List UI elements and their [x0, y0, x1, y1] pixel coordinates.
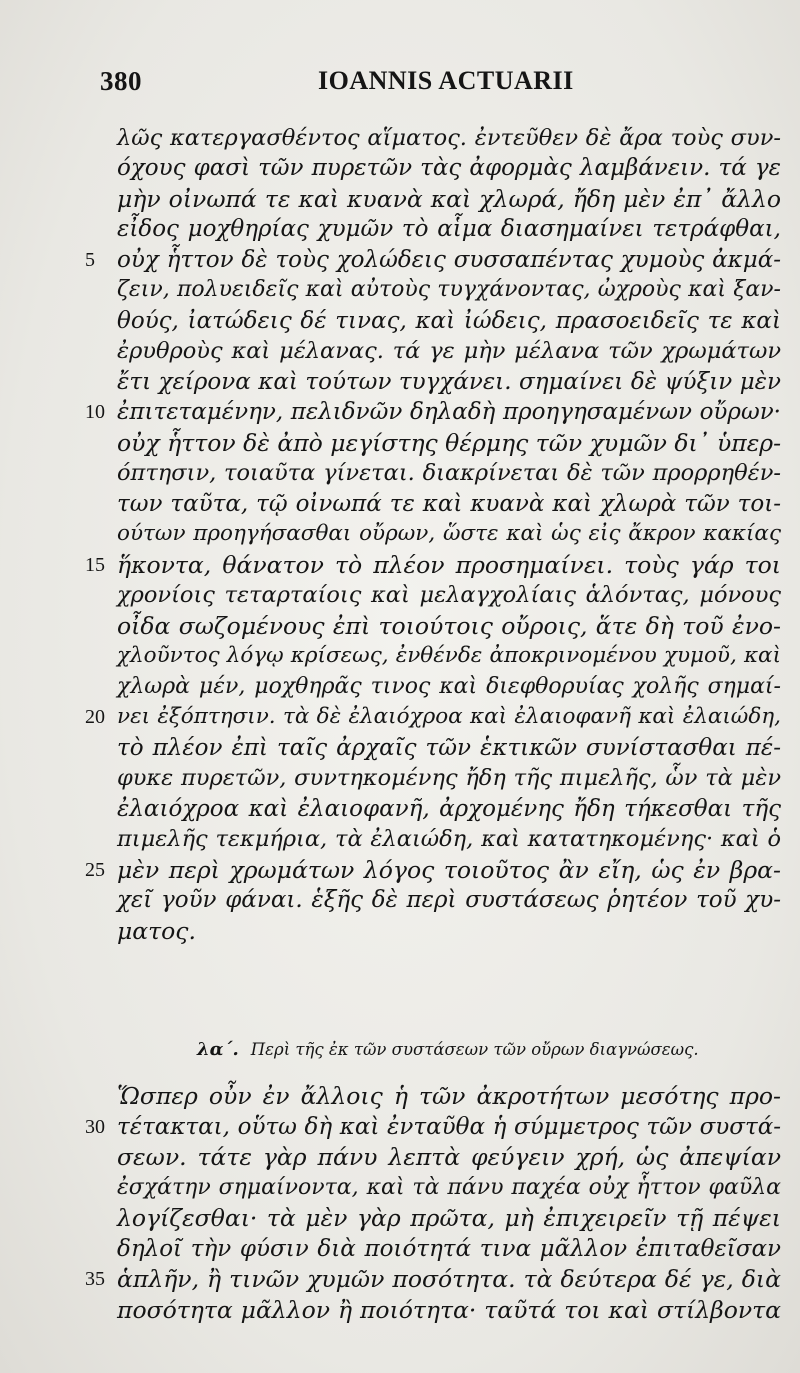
line-number: 20: [85, 706, 105, 728]
line-number: 25: [85, 859, 105, 881]
text-line: ἐλαιόχροα καὶ ἐλαιοφανῆ, ἀρχομένης ἤδη τήκεσθαι τῆς: [117, 796, 781, 822]
text-line: χεῖ γοῦν φάναι. ἑξῆς δὲ περὶ συστάσεως ῥητέον τοῦ χυ-: [117, 887, 781, 913]
text-line: μὴν οἰνωπά τε καὶ κυανὰ καὶ χλωρά, ἤδη μὲν ἐπ᾽ ἄλλο: [117, 185, 781, 213]
line-number: 30: [85, 1116, 105, 1138]
page-header: [100, 66, 780, 106]
line-number: 15: [85, 554, 105, 576]
text-line: μὲν περὶ χρωμάτων λόγος τοιοῦτος ἂν εἴη, ὡς ἐν βρα-: [117, 856, 781, 884]
text-line: ἐσχάτην σημαίνοντα, καὶ τὰ πάνυ παχέα οὐχ ἧττον φαῦλα: [117, 1175, 781, 1200]
text-line: ἥκοντα, θάνατον τὸ πλέον προσημαίνει. τοὺς γάρ τοι: [117, 551, 781, 579]
text-line: λῶς κατεργασθέντος αἵματος. ἐντεῦθεν δὲ ἄρα τοὺς συν-: [117, 125, 781, 151]
section-heading: [197, 1037, 757, 1063]
text-line: όπτησιν, τοιαῦτα γίνεται. διακρίνεται δὲ τῶν προρρηθέν-: [117, 460, 781, 486]
text-line: δηλοῖ τὴν φύσιν διὰ ποιότητά τινα μᾶλλον ἐπιταθεῖσαν: [117, 1236, 781, 1262]
section-title: Περὶ τῆς ἐκ τῶν συστάσεων τῶν οὔρων διαγνώσεως.: [250, 1040, 699, 1059]
text-line: οὐχ ἧττον δὲ τοὺς χολώδεις συσσαπέντας χυμοὺς ἀκμά-: [117, 247, 781, 273]
text-line: θούς, ἰατώδεις δέ τινας, καὶ ἰώδεις, πρασοειδεῖς τε καὶ: [117, 308, 781, 334]
text-line: ἐρυθροὺς καὶ μέλανας. τά γε μὴν μέλανα τῶν χρωμάτων: [117, 338, 781, 364]
text-line: οἶδα σωζομένους ἐπὶ τοιούτοις οὔροις, ἅτε δὴ τοῦ ἐνο-: [117, 612, 781, 640]
text-line: ποσότητα μᾶλλον ἢ ποιότητα· ταῦτά τοι καὶ στίλβοντα: [117, 1296, 781, 1324]
line-number: 10: [85, 401, 105, 423]
text-line: των ταῦτα, τῷ οἰνωπά τε καὶ κυανὰ καὶ χλωρὰ τῶν τοι-: [117, 491, 781, 517]
text-line: σεων. τάτε γὰρ πάνυ λεπτὰ φεύγειν χρή, ὡς ἀπεψίαν: [117, 1143, 781, 1171]
text-line: χλοῦντος λόγῳ κρίσεως, ἐνθένδε ἀποκρινομένου χυμοῦ, καὶ: [117, 643, 781, 668]
text-line: ἁπλῆν, ἢ τινῶν χυμῶν ποσότητα. τὰ δεύτερα δέ γε, διὰ: [117, 1265, 781, 1293]
line-number: 35: [85, 1268, 105, 1290]
text-line: Ὥσπερ οὖν ἐν ἄλλοις ἡ τῶν ἀκροτήτων μεσότης προ-: [117, 1082, 781, 1110]
page-number: 380: [100, 66, 142, 96]
text-line: πιμελῆς τεκμήρια, τὰ ἐλαιώδη, καὶ κατατηκομένης· καὶ ὁ: [117, 826, 781, 852]
text-line: ούτων προηγήσασθαι οὔρων, ὥστε καὶ ὡς εἰς ἄκρον κακίας: [117, 521, 781, 546]
text-line: οὐχ ἧττον δὲ ἀπὸ μεγίστης θέρμης τῶν χυμῶν δι᾽ ὑπερ-: [117, 429, 782, 457]
text-line: λογίζεσθαι· τὰ μὲν γὰρ πρῶτα, μὴ ἐπιχειρεῖν τῇ πέψει: [117, 1204, 781, 1232]
line-number: 5: [85, 249, 95, 271]
text-line: χρονίοις τεταρταίοις καὶ μελαγχολίαις ἁλόντας, μόνους: [117, 582, 781, 608]
running-head: IOANNIS ACTUARII: [318, 66, 574, 95]
text-line: φυκε πυρετῶν, συντηκομένης ἤδη τῆς πιμελῆς, ὧν τὰ μὲν: [117, 765, 781, 791]
text-line: χλωρὰ μέν, μοχθηρᾶς τινος καὶ διεφθορυίας χολῆς σημαί-: [117, 674, 781, 699]
text-line: νει ἐξόπτησιν. τὰ δὲ ἐλαιόχροα καὶ ἐλαιοφανῆ καὶ ἐλαιώδη,: [117, 704, 781, 729]
text-line: όχους φασὶ τῶν πυρετῶν τὰς ἀφορμὰς λαμβάνειν. τά γε: [117, 155, 781, 181]
text-line: ματος.: [117, 917, 196, 945]
text-line: τὸ πλέον ἐπὶ ταῖς ἀρχαῖς τῶν ἑκτικῶν συνίστασθαι πέ-: [117, 735, 781, 761]
text-line: εἶδος μοχθηρίας χυμῶν τὸ αἷμα διασημαίνει τετράφθαι,: [117, 216, 781, 242]
section-number: λα΄.: [197, 1039, 239, 1060]
text-line: ζειν, πολυειδεῖς καὶ αὐτοὺς τυγχάνοντας, ὠχροὺς καὶ ξαν-: [117, 277, 781, 302]
text-line: ἐπιτεταμένην, πελιδνῶν δηλαδὴ προηγησαμένων οὔρων·: [117, 399, 781, 425]
text-line: τέτακται, οὕτω δὴ καὶ ἐνταῦθα ἡ σύμμετρος τῶν συστά-: [117, 1114, 781, 1140]
text-line: ἔτι χείρονα καὶ τούτων τυγχάνει. σημαίνει δὲ ψύξιν μὲν: [117, 369, 781, 395]
